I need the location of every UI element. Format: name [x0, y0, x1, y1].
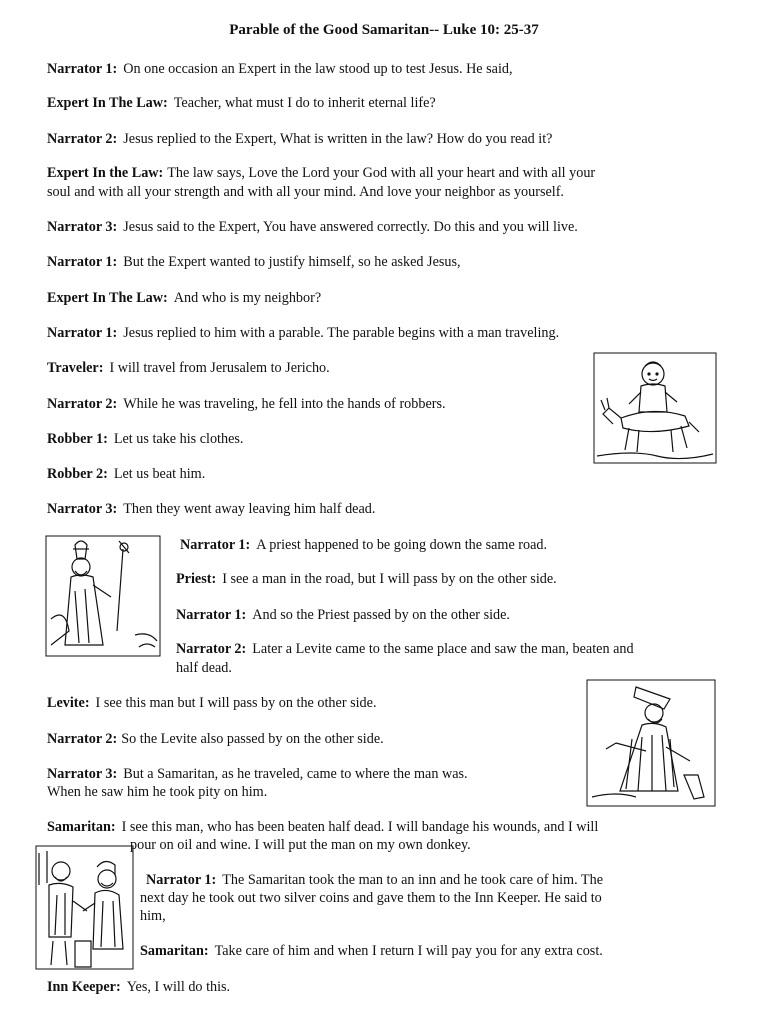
dialogue-text: The law says, Love the Lord your God with all your heart and with all your [167, 165, 596, 181]
script-line [47, 60, 513, 78]
speaker-label: Narrator 2: [47, 731, 118, 747]
speaker-label: Expert In the Law: [47, 165, 164, 181]
script-line [47, 164, 595, 182]
speaker-label: Narrator 1: [47, 254, 118, 270]
script-line [176, 570, 557, 588]
dialogue-text: Yes, I will do this. [126, 979, 231, 995]
dialogue-continuation: him, [140, 908, 166, 924]
dialogue-text: Jesus replied to the Expert, What is written in the law? How do you read it? [123, 131, 553, 147]
speaker-label: Narrator 1: [47, 61, 118, 77]
dialogue-text: Jesus replied to him with a parable. The parable begins with a man traveling. [123, 325, 560, 341]
script-line [140, 942, 603, 960]
script-line [47, 253, 461, 271]
dialogue-continuation: soul and with all your strength and with all your mind. And love your neighbor as yourself. [47, 184, 564, 200]
script-line [47, 430, 243, 448]
dialogue-text: Then they went away leaving him half dead. [123, 501, 376, 517]
dialogue-continuation: When he saw him he took pity on him. [47, 784, 268, 800]
dialogue-text: Jesus said to the Expert, You have answered correctly. Do this and you will live. [123, 219, 578, 235]
dialogue-text: I see this man, who has been beaten half dead. I will bandage his wounds, and I will [121, 819, 599, 835]
speaker-label: Levite: [47, 695, 90, 711]
script-line [47, 465, 205, 483]
speaker-label: Samaritan: [140, 943, 209, 959]
script-line [180, 536, 547, 554]
script-line [47, 765, 468, 783]
dialogue-text: I see this man but I will pass by on the other side. [95, 695, 377, 711]
script-line [47, 730, 384, 748]
dialogue-text: Let us take his clothes. [113, 431, 244, 447]
speaker-label: Samaritan: [47, 819, 116, 835]
script-line [47, 289, 321, 307]
script-line [47, 500, 375, 518]
levite-illustration [586, 679, 716, 807]
script-line [176, 606, 510, 624]
script-line [176, 640, 634, 658]
script-line [47, 359, 330, 377]
dialogue-text: Later a Levite came to the same place and saw the man, beaten and [252, 641, 634, 657]
dialogue-text: The Samaritan took the man to an inn and he took care of him. The [222, 872, 603, 888]
dialogue-text: While he was traveling, he fell into the hands of robbers. [123, 396, 446, 412]
dialogue-continuation: pour on oil and wine. I will put the man on my own donkey. [130, 837, 471, 853]
script-line [146, 871, 603, 889]
dialogue-continuation: next day he took out two silver coins and gave them to the Inn Keeper. He said to [140, 890, 602, 906]
speaker-label: Narrator 1: [47, 325, 118, 341]
speaker-label: Robber 2: [47, 466, 108, 482]
script-line [47, 130, 552, 148]
page-title: Parable of the Good Samaritan-- Luke 10: 25-37 [229, 22, 539, 38]
dialogue-text: But the Expert wanted to justify himself, so he asked Jesus, [123, 254, 461, 270]
speaker-label: Expert In The Law: [47, 290, 168, 306]
script-line [47, 324, 559, 342]
speaker-label: Expert In The Law: [47, 95, 168, 111]
script-line [47, 94, 436, 112]
script-line [47, 694, 377, 712]
speaker-label: Narrator 3: [47, 766, 118, 782]
speaker-label: Narrator 3: [47, 501, 118, 517]
script-line [47, 395, 446, 413]
speaker-label: Narrator 2: [47, 396, 118, 412]
speaker-label: Priest: [176, 571, 217, 587]
priest-illustration [45, 535, 161, 657]
dialogue-text: Let us beat him. [113, 466, 206, 482]
speaker-label: Narrator 1: [146, 872, 217, 888]
dialogue-text: So the Levite also passed by on the other side. [121, 731, 384, 747]
dialogue-text: I will travel from Jerusalem to Jericho. [109, 360, 330, 376]
script-line [47, 218, 578, 236]
speaker-label: Narrator 2: [47, 131, 118, 147]
samaritan-and-innkeeper-illustration [35, 845, 134, 970]
dialogue-text: I see a man in the road, but I will pass by on the other side. [222, 571, 557, 587]
speaker-label: Robber 1: [47, 431, 108, 447]
dialogue-text: And so the Priest passed by on the other side. [252, 607, 510, 623]
speaker-label: Narrator 1: [180, 537, 251, 553]
dialogue-text: Teacher, what must I do to inherit eternal life? [173, 95, 436, 111]
speaker-label: Narrator 2: [176, 641, 247, 657]
traveler-on-donkey-illustration [593, 352, 717, 464]
speaker-label: Narrator 3: [47, 219, 118, 235]
dialogue-text: But a Samaritan, as he traveled, came to where the man was. [123, 766, 468, 782]
dialogue-text: And who is my neighbor? [173, 290, 322, 306]
dialogue-text: A priest happened to be going down the same road. [256, 537, 548, 553]
dialogue-text: On one occasion an Expert in the law stood up to test Jesus. He said, [123, 61, 513, 77]
dialogue-continuation: half dead. [176, 660, 232, 676]
script-line [47, 978, 230, 996]
speaker-label: Narrator 1: [176, 607, 247, 623]
speaker-label: Inn Keeper: [47, 979, 121, 995]
dialogue-text: Take care of him and when I return I will pay you for any extra cost. [214, 943, 603, 959]
speaker-label: Traveler: [47, 360, 104, 376]
script-line [47, 818, 598, 836]
